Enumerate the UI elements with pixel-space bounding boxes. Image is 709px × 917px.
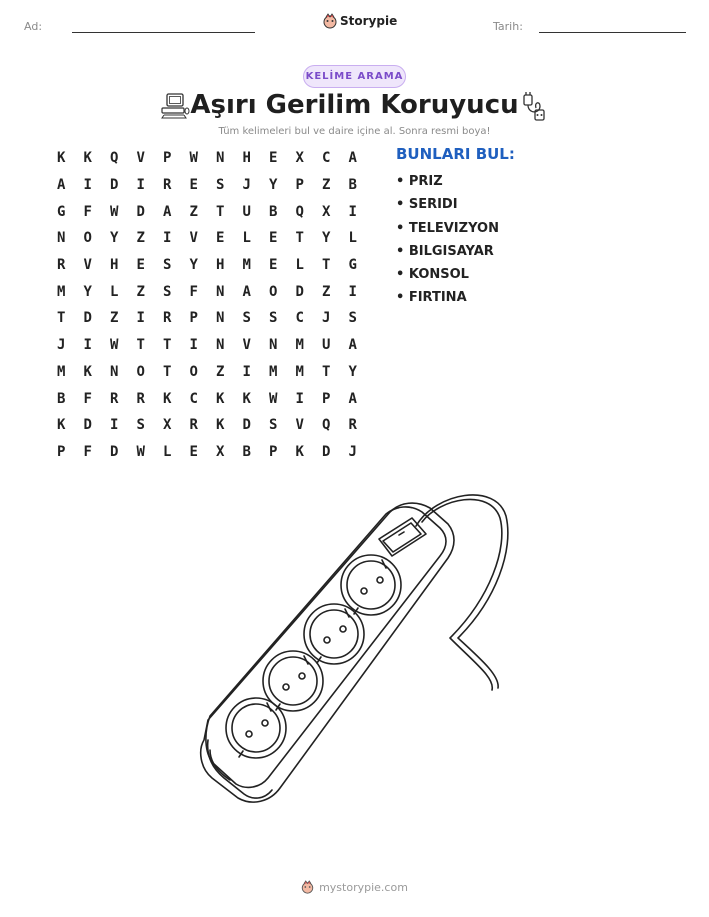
grid-letter[interactable]: I [110, 417, 119, 434]
grid-letter[interactable]: Z [216, 363, 225, 380]
grid-letter[interactable]: W [110, 203, 119, 220]
grid-letter[interactable]: J [348, 443, 357, 460]
grid-letter[interactable]: I [348, 203, 357, 220]
grid-letter[interactable]: I [136, 177, 145, 194]
grid-letter[interactable]: W [110, 337, 119, 354]
grid-letter[interactable]: M [57, 283, 66, 300]
grid-letter[interactable]: P [189, 310, 198, 327]
grid-letter[interactable]: P [163, 150, 172, 167]
plug-icon [520, 92, 548, 122]
grid-letter[interactable]: W [189, 150, 198, 167]
grid-letter[interactable]: Q [110, 150, 119, 167]
grid-letter[interactable]: Z [110, 310, 119, 327]
word-item: • PRIZ [396, 174, 443, 189]
grid-row [48, 225, 370, 252]
grid-letter[interactable]: F [83, 390, 92, 407]
grid-letter[interactable]: I [83, 177, 92, 194]
grid-letter[interactable]: N [57, 230, 66, 247]
grid-letter[interactable]: A [163, 203, 172, 220]
grid-letter[interactable]: J [242, 177, 251, 194]
grid-letter[interactable]: K [57, 150, 66, 167]
grid-letter[interactable]: T [136, 337, 145, 354]
grid-letter[interactable]: C [322, 150, 331, 167]
grid-letter[interactable]: Y [110, 230, 119, 247]
grid-letter[interactable]: T [322, 257, 331, 274]
grid-letter[interactable]: V [83, 257, 92, 274]
grid-letter[interactable]: S [216, 177, 225, 194]
grid-letter[interactable]: E [269, 257, 278, 274]
grid-letter[interactable]: E [189, 443, 198, 460]
grid-letter[interactable]: D [136, 203, 145, 220]
grid-letter[interactable]: M [269, 363, 278, 380]
grid-letter[interactable]: S [242, 310, 251, 327]
storypie-logo [323, 13, 337, 29]
grid-letter[interactable]: U [322, 337, 331, 354]
grid-letter[interactable]: I [189, 337, 198, 354]
grid-letter[interactable]: O [269, 283, 278, 300]
grid-row [48, 385, 370, 412]
footer [0, 880, 709, 894]
grid-letter[interactable]: Q [322, 417, 331, 434]
grid-letter[interactable]: X [322, 203, 331, 220]
word-item: • BILGISAYAR [396, 243, 494, 259]
brand-name: Storypie [340, 14, 398, 28]
grid-row [48, 252, 370, 279]
word-list [396, 170, 499, 310]
grid-letter[interactable]: K [83, 363, 92, 380]
grid-letter[interactable]: I [136, 310, 145, 327]
grid-letter[interactable]: N [216, 283, 225, 300]
grid-letter[interactable]: V [189, 230, 198, 247]
grid-letter[interactable]: X [295, 150, 304, 167]
grid-letter[interactable]: U [242, 203, 251, 220]
grid-letter[interactable]: L [163, 443, 172, 460]
grid-letter[interactable]: T [57, 310, 66, 327]
grid-letter[interactable]: N [110, 363, 119, 380]
grid-row [48, 145, 370, 172]
grid-letter[interactable]: F [83, 443, 92, 460]
grid-letter[interactable]: K [216, 417, 225, 434]
grid-letter[interactable]: R [348, 417, 357, 434]
word-item: • KONSOL [396, 267, 469, 283]
grid-letter[interactable]: Z [322, 283, 331, 300]
grid-letter[interactable]: V [136, 150, 145, 167]
grid-letter[interactable]: Z [136, 230, 145, 247]
page-title: Aşırı Gerilim Koruyucu [190, 90, 519, 120]
grid-letter[interactable]: F [83, 203, 92, 220]
grid-letter[interactable]: M [295, 363, 304, 380]
grid-letter[interactable]: Y [269, 177, 278, 194]
grid-letter[interactable]: B [269, 203, 278, 220]
grid-letter[interactable]: B [348, 177, 357, 194]
grid-row [48, 332, 370, 359]
grid-letter[interactable]: E [216, 230, 225, 247]
grid-letter[interactable]: H [242, 150, 251, 167]
grid-letter[interactable]: A [348, 390, 357, 407]
grid-letter[interactable]: Y [322, 230, 331, 247]
grid-letter[interactable]: K [163, 390, 172, 407]
find-list-title: BUNLARI BUL: [396, 145, 515, 163]
grid-letter[interactable]: C [189, 390, 198, 407]
grid-letter[interactable]: L [348, 230, 357, 247]
grid-letter[interactable]: D [110, 443, 119, 460]
grid-letter[interactable]: S [163, 257, 172, 274]
grid-letter[interactable]: J [57, 337, 66, 354]
grid-letter[interactable]: P [269, 443, 278, 460]
grid-letter[interactable]: D [83, 417, 92, 434]
grid-letter[interactable]: S [348, 310, 357, 327]
grid-letter[interactable]: P [322, 390, 331, 407]
grid-letter[interactable]: S [136, 417, 145, 434]
grid-letter[interactable]: D [110, 177, 119, 194]
grid-letter[interactable]: Y [83, 283, 92, 300]
grid-letter[interactable]: I [242, 363, 251, 380]
power-strip-illustration [190, 488, 510, 808]
grid-letter[interactable]: R [57, 257, 66, 274]
grid-letter[interactable]: N [269, 337, 278, 354]
name-label: Ad: [24, 20, 43, 33]
grid-letter[interactable]: T [322, 363, 331, 380]
grid-letter[interactable]: E [269, 230, 278, 247]
grid-letter[interactable]: T [295, 230, 304, 247]
grid-letter[interactable]: G [57, 203, 66, 220]
grid-row [48, 412, 370, 439]
grid-letter[interactable]: K [57, 417, 66, 434]
grid-letter[interactable]: B [242, 443, 251, 460]
grid-letter[interactable]: R [163, 177, 172, 194]
word-item: • TELEVIZYON [396, 220, 499, 236]
grid-letter[interactable]: K [295, 443, 304, 460]
grid-letter[interactable]: D [322, 443, 331, 460]
grid-letter[interactable]: R [163, 310, 172, 327]
grid-letter[interactable]: Z [189, 203, 198, 220]
grid-letter[interactable]: I [163, 230, 172, 247]
grid-letter[interactable]: N [216, 337, 225, 354]
grid-letter[interactable]: D [295, 283, 304, 300]
grid-letter[interactable]: O [83, 230, 92, 247]
footer-url: mystorypie.com [319, 880, 408, 894]
grid-letter[interactable]: N [216, 150, 225, 167]
grid-letter[interactable]: W [269, 390, 278, 407]
grid-letter[interactable]: R [110, 390, 119, 407]
grid-letter[interactable]: Z [322, 177, 331, 194]
grid-letter[interactable]: E [269, 150, 278, 167]
grid-letter[interactable]: T [163, 363, 172, 380]
grid-row [48, 278, 370, 305]
grid-letter[interactable]: C [295, 310, 304, 327]
grid-row [48, 305, 370, 332]
word-item: • SERIDI [396, 197, 458, 213]
grid-letter[interactable]: I [348, 283, 357, 300]
category-badge: KELİME ARAMA [303, 65, 406, 88]
grid-row [48, 439, 370, 466]
grid-letter[interactable]: H [216, 257, 225, 274]
grid-letter[interactable]: X [216, 443, 225, 460]
grid-row [48, 198, 370, 225]
grid-letter[interactable]: A [242, 283, 251, 300]
grid-letter[interactable]: R [189, 417, 198, 434]
grid-letter[interactable]: D [83, 310, 92, 327]
grid-letter[interactable]: L [242, 230, 251, 247]
grid-letter[interactable]: L [295, 257, 304, 274]
grid-letter[interactable]: F [189, 283, 198, 300]
grid-letter[interactable]: N [216, 310, 225, 327]
grid-letter[interactable]: M [295, 337, 304, 354]
grid-letter[interactable]: T [216, 203, 225, 220]
grid-letter[interactable]: S [163, 283, 172, 300]
grid-letter[interactable]: B [57, 390, 66, 407]
word-item: • FIRTINA [396, 290, 467, 306]
grid-letter[interactable]: W [136, 443, 145, 460]
grid-letter[interactable]: J [322, 310, 331, 327]
grid-letter[interactable]: E [189, 177, 198, 194]
word-search-grid [48, 145, 370, 465]
grid-letter[interactable]: T [163, 337, 172, 354]
grid-letter[interactable]: S [269, 310, 278, 327]
grid-letter[interactable]: G [348, 257, 357, 274]
grid-letter[interactable]: H [110, 257, 119, 274]
grid-letter[interactable]: Q [295, 203, 304, 220]
grid-letter[interactable]: Y [189, 257, 198, 274]
grid-letter[interactable]: P [57, 443, 66, 460]
grid-letter[interactable]: I [295, 390, 304, 407]
storypie-logo-small [301, 880, 314, 894]
grid-letter[interactable]: X [163, 417, 172, 434]
brand-logo [323, 13, 397, 29]
grid-letter[interactable]: Z [136, 283, 145, 300]
grid-letter[interactable]: Y [348, 363, 357, 380]
grid-letter[interactable]: M [57, 363, 66, 380]
name-line [72, 32, 255, 33]
grid-letter[interactable]: O [189, 363, 198, 380]
grid-letter[interactable]: V [242, 337, 251, 354]
grid-letter[interactable]: K [83, 150, 92, 167]
grid-row [48, 359, 370, 386]
grid-letter[interactable]: I [83, 337, 92, 354]
date-line [539, 32, 686, 33]
grid-row [48, 172, 370, 199]
grid-letter[interactable]: K [242, 390, 251, 407]
grid-letter[interactable]: M [242, 257, 251, 274]
grid-letter[interactable]: D [242, 417, 251, 434]
grid-letter[interactable]: V [295, 417, 304, 434]
grid-letter[interactable]: R [136, 390, 145, 407]
grid-letter[interactable]: A [348, 337, 357, 354]
grid-letter[interactable]: E [136, 257, 145, 274]
grid-letter[interactable]: A [57, 177, 66, 194]
grid-letter[interactable]: P [295, 177, 304, 194]
grid-letter[interactable]: L [110, 283, 119, 300]
grid-letter[interactable]: S [269, 417, 278, 434]
grid-letter[interactable]: O [136, 363, 145, 380]
date-label: Tarih: [493, 20, 523, 33]
grid-letter[interactable]: A [348, 150, 357, 167]
instructions: Tüm kelimeleri bul ve daire içine al. Sonra resmi boya! [218, 126, 491, 137]
grid-letter[interactable]: K [216, 390, 225, 407]
